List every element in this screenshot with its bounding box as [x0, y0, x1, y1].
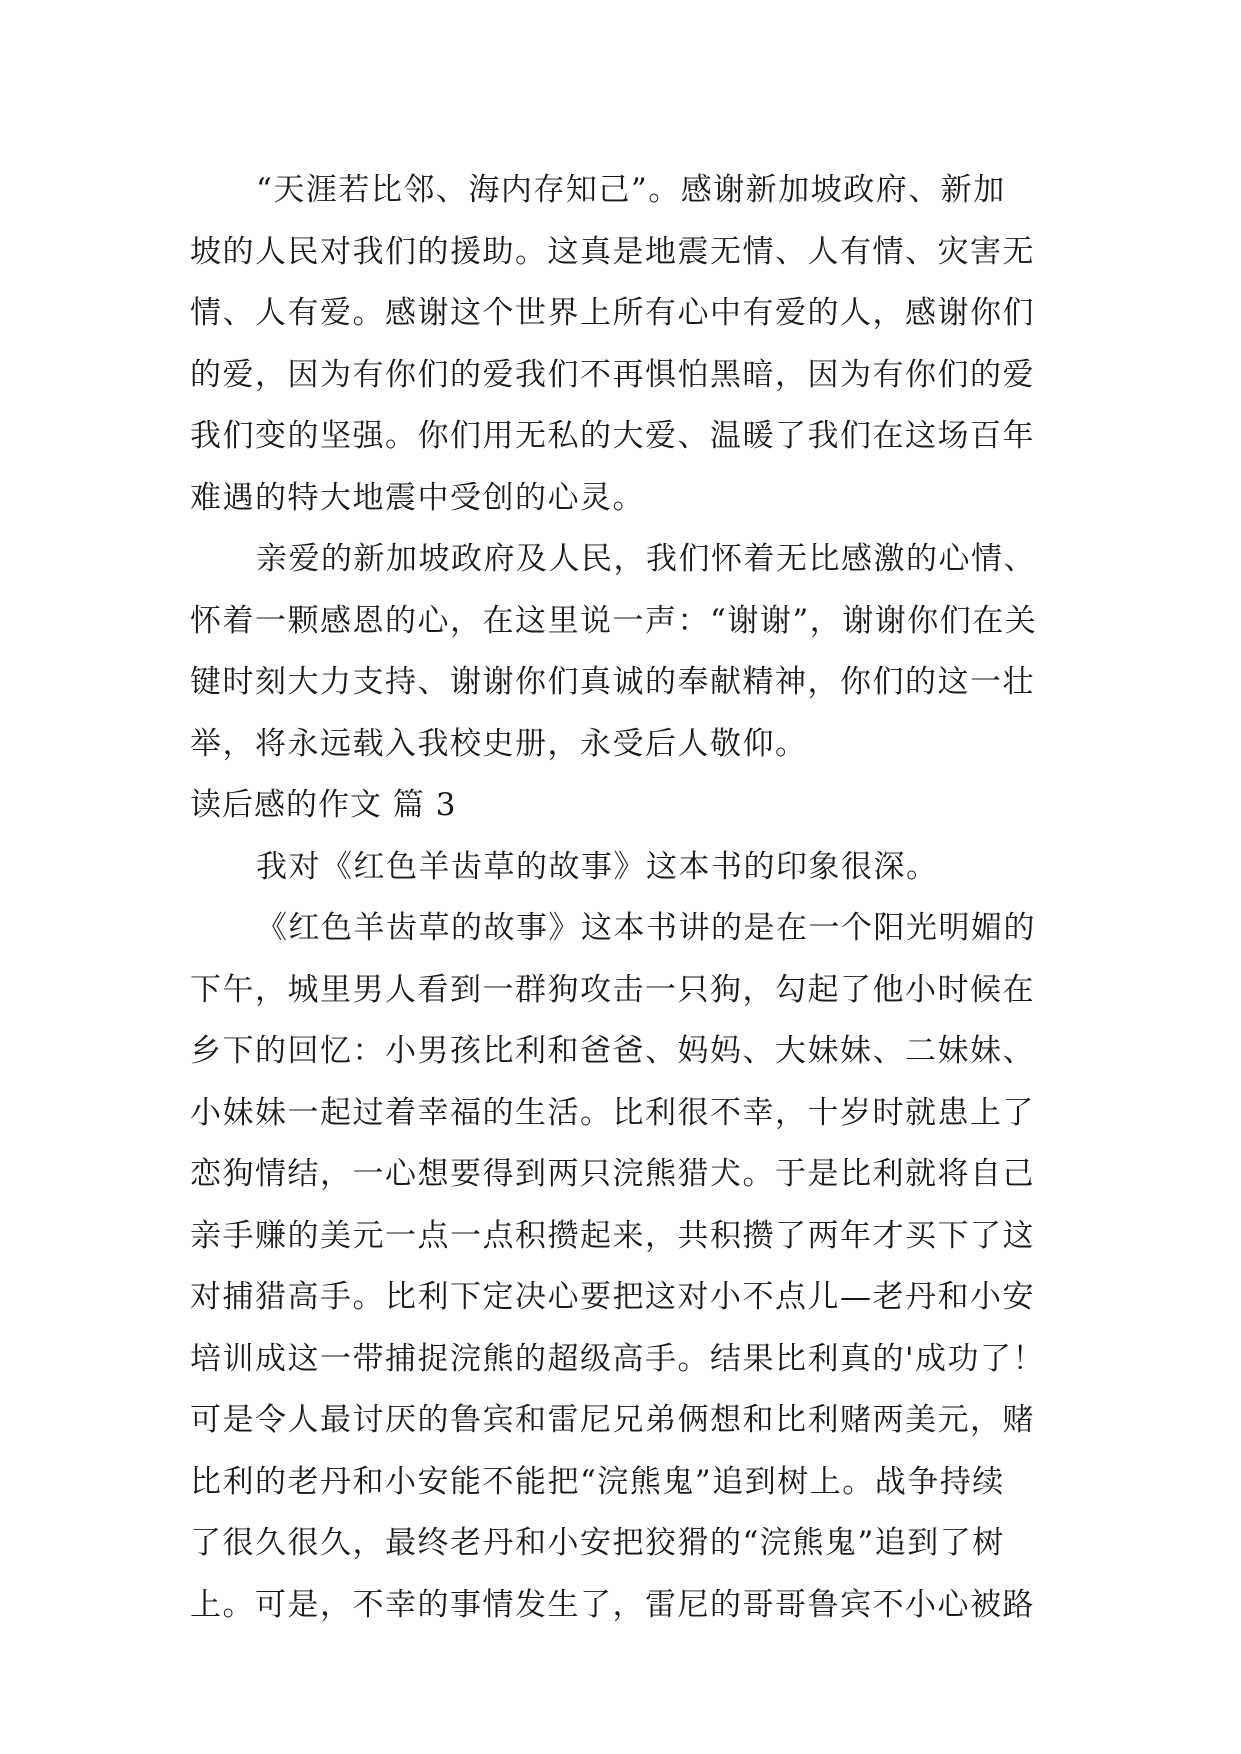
text-line: 举，将永远载入我校史册，永受后人敬仰。	[190, 725, 808, 762]
paragraph-1	[190, 160, 1070, 529]
text-line: 怀着一颗感恩的心，在这里说一声：“谢谢”，谢谢你们在关	[190, 602, 1038, 639]
text-line: 对捕猎高手。比利下定决心要把这对小不点儿—老丹和小安	[190, 1279, 1035, 1315]
text-line: 乡下的回忆：小男孩比利和爸爸、妈妈、大妹妹、二妹妹、	[190, 1033, 1035, 1069]
text-line: “天涯若比邻、海内存知己”。感谢新加坡政府、新加	[256, 172, 1006, 208]
section-heading-text: 读后感的作文 篇 3	[190, 787, 457, 823]
text-line: 难遇的特大地震中受创的心灵。	[190, 479, 645, 516]
text-line: 比利的老丹和小安能不能把“浣熊鬼”追到树上。战争持续	[190, 1463, 1005, 1500]
text-line: 键时刻大力支持、谢谢你们真诚的奉献精神，你们的这一壮	[190, 664, 1035, 700]
paragraph-2	[190, 529, 1070, 775]
text-line: 下午，城里男人看到一群狗攻击一只狗，勾起了他小时候在	[190, 971, 1035, 1008]
text-line: 恋狗情结，一心想要得到两只浣熊猎犬。于是比利就将自己	[190, 1156, 1035, 1192]
text-line: 的爱，因为有你们的爱我们不再惧怕黑暗，因为有你们的爱	[190, 356, 1035, 393]
text-line: 亲爱的新加坡政府及人民，我们怀着无比感激的心情、	[256, 541, 1036, 577]
text-line: 情、人有爱。感谢这个世界上所有心中有爱的人，感谢你们	[190, 295, 1035, 331]
text-line: 了很久很久，最终老丹和小安把狡猾的“浣熊鬼”追到了树	[190, 1525, 1005, 1561]
text-line: 《红色羊齿草的故事》这本书讲的是在一个阳光明媚的	[256, 910, 1036, 946]
text-line: 坡的人民对我们的援助。这真是地震无情、人有情、灾害无	[190, 233, 1035, 270]
paragraph-3	[190, 837, 1070, 899]
text-line: 我对《红色羊齿草的故事》这本书的印象很深。	[256, 848, 939, 885]
text-line: 培训成这一带捕捉浣熊的超级高手。结果比利真的'成功了！	[190, 1340, 1046, 1377]
section-heading	[190, 775, 1070, 837]
document-body	[190, 160, 1070, 1636]
text-line: 亲手赚的美元一点一点积攒起来，共积攒了两年才买下了这	[190, 1217, 1035, 1254]
text-line: 我们变的坚强。你们用无私的大爱、温暖了我们在这场百年	[190, 418, 1035, 454]
text-line: 上。可是，不幸的事情发生了，雷尼的哥哥鲁宾不小心被路	[190, 1586, 1035, 1623]
text-line: 小妹妹一起过着幸福的生活。比利很不幸，十岁时就患上了	[190, 1094, 1035, 1131]
text-line: 可是令人最讨厌的鲁宾和雷尼兄弟俩想和比利赌两美元，赌	[190, 1402, 1035, 1438]
paragraph-4	[190, 898, 1070, 1636]
